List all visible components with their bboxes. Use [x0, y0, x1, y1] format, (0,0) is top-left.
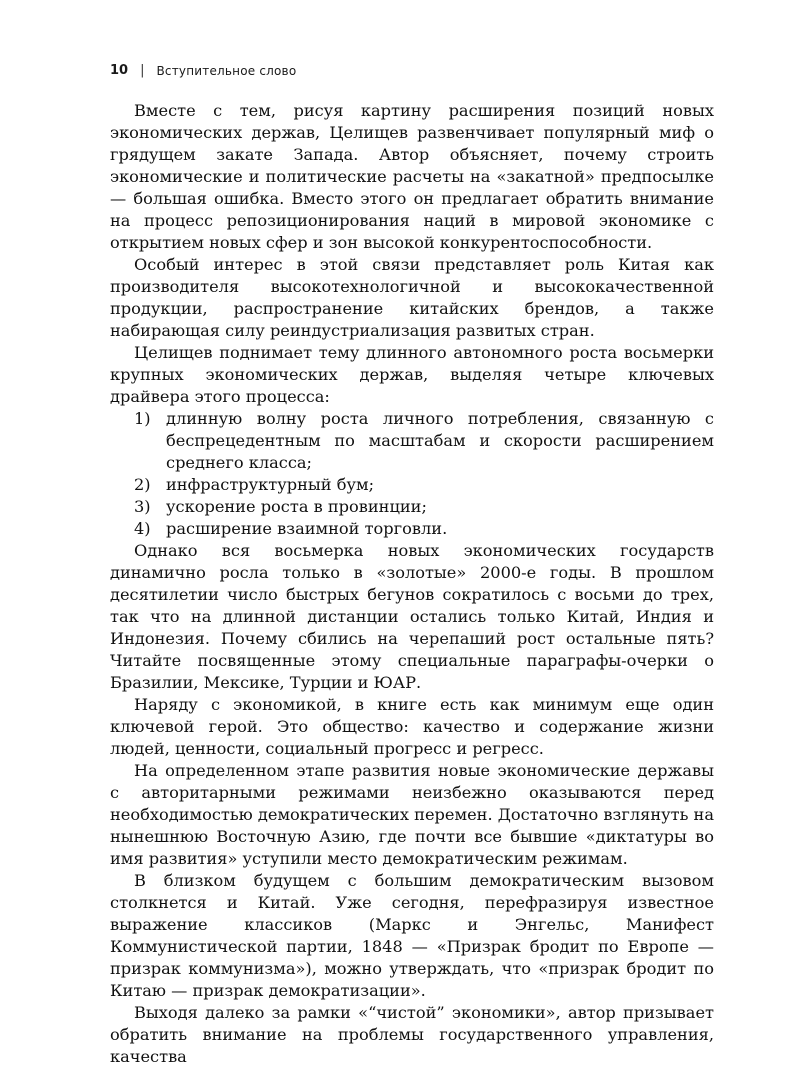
- list-item: [110, 408, 714, 474]
- list-item-number: 2): [134, 475, 151, 494]
- drivers-list: [110, 408, 714, 540]
- list-item-number: 1): [134, 409, 151, 428]
- list-item: [110, 496, 714, 518]
- paragraph-2: Особый интерес в этой связи представляет роль Китая как производителя высокотехнологичной и высококачественной продукции, распространение китайских брендов, а также набирающая силу реиндустриализация развитых стран.: [110, 255, 714, 340]
- body-text: [110, 100, 714, 1068]
- paragraph-3: Целищев поднимает тему длинного автономного роста восьмерки крупных экономических держав, выделяя четыре ключевых драйвера этого процесса:: [110, 343, 714, 406]
- list-item-text: длинную волну роста личного потребления, связанную с беспрецедентным по масштабам и скорости расширением среднего класса;: [166, 409, 714, 472]
- header-separator: |: [140, 63, 145, 78]
- paragraph-8: Выходя далеко за рамки «“чистой” экономики», автор призывает обратить внимание на проблемы государственного управления, качества: [110, 1003, 714, 1066]
- list-item-text: ускорение роста в провинции;: [166, 497, 427, 516]
- list-item-text: инфраструктурный бум;: [166, 475, 375, 494]
- list-item-text: расширение взаимной торговли.: [166, 519, 448, 538]
- running-header: [110, 63, 296, 78]
- paragraph-5: Наряду с экономикой, в книге есть как минимум еще один ключевой герой. Это общество: качество и содержание жизни людей, ценности, социальный прогресс и регресс.: [110, 695, 714, 758]
- list-item-number: 3): [134, 497, 151, 516]
- paragraph-4: Однако вся восьмерка новых экономических государств динамично росла только в «золотые» 2000-е годы. В прошлом десятилетии число быстрых бегунов сократилось с восьми до трех, так что на длинной дистанции остались только Китай, Индия и Индонезия. Почему сбились на черепаший рост остальные пять? Читайте посвященные этому специальные параграфы-очерки о Бразилии, Мексике, Турции и ЮАР.: [110, 541, 714, 692]
- paragraph-6: На определенном этапе развития новые экономические державы с авторитарными режимами неизбежно оказываются перед необходимостью демократических перемен. Достаточно взглянуть на нынешнюю Восточную Азию, где почти все бывшие «диктатуры во имя развития» уступили место демократическим режимам.: [110, 761, 714, 868]
- page-number: 10: [110, 63, 129, 78]
- section-title: Вступительное слово: [156, 63, 297, 78]
- paragraph-1: Вместе с тем, рисуя картину расширения позиций новых экономических держав, Целищев развенчивает популярный миф о грядущем закате Запада. Автор объясняет, почему строить экономические и политические расчеты на «закатной» предпосылке — большая ошибка. Вместо этого он предлагает обратить внимание на процесс репозиционирования наций в мировой экономике с открытием новых сфер и зон высокой конкурентоспособности.: [110, 101, 714, 252]
- paragraph-7: В близком будущем с большим демократическим вызовом столкнется и Китай. Уже сегодня, перефразируя известное выражение классиков (Маркс и Энгельс, Манифест Коммунистической партии, 1848 — «Призрак бродит по Европе — призрак коммунизма»), можно утверждать, что «призрак бродит по Китаю — призрак демократизации».: [110, 871, 714, 1000]
- list-item: [110, 518, 714, 540]
- list-item: [110, 474, 714, 496]
- list-item-number: 4): [134, 519, 151, 538]
